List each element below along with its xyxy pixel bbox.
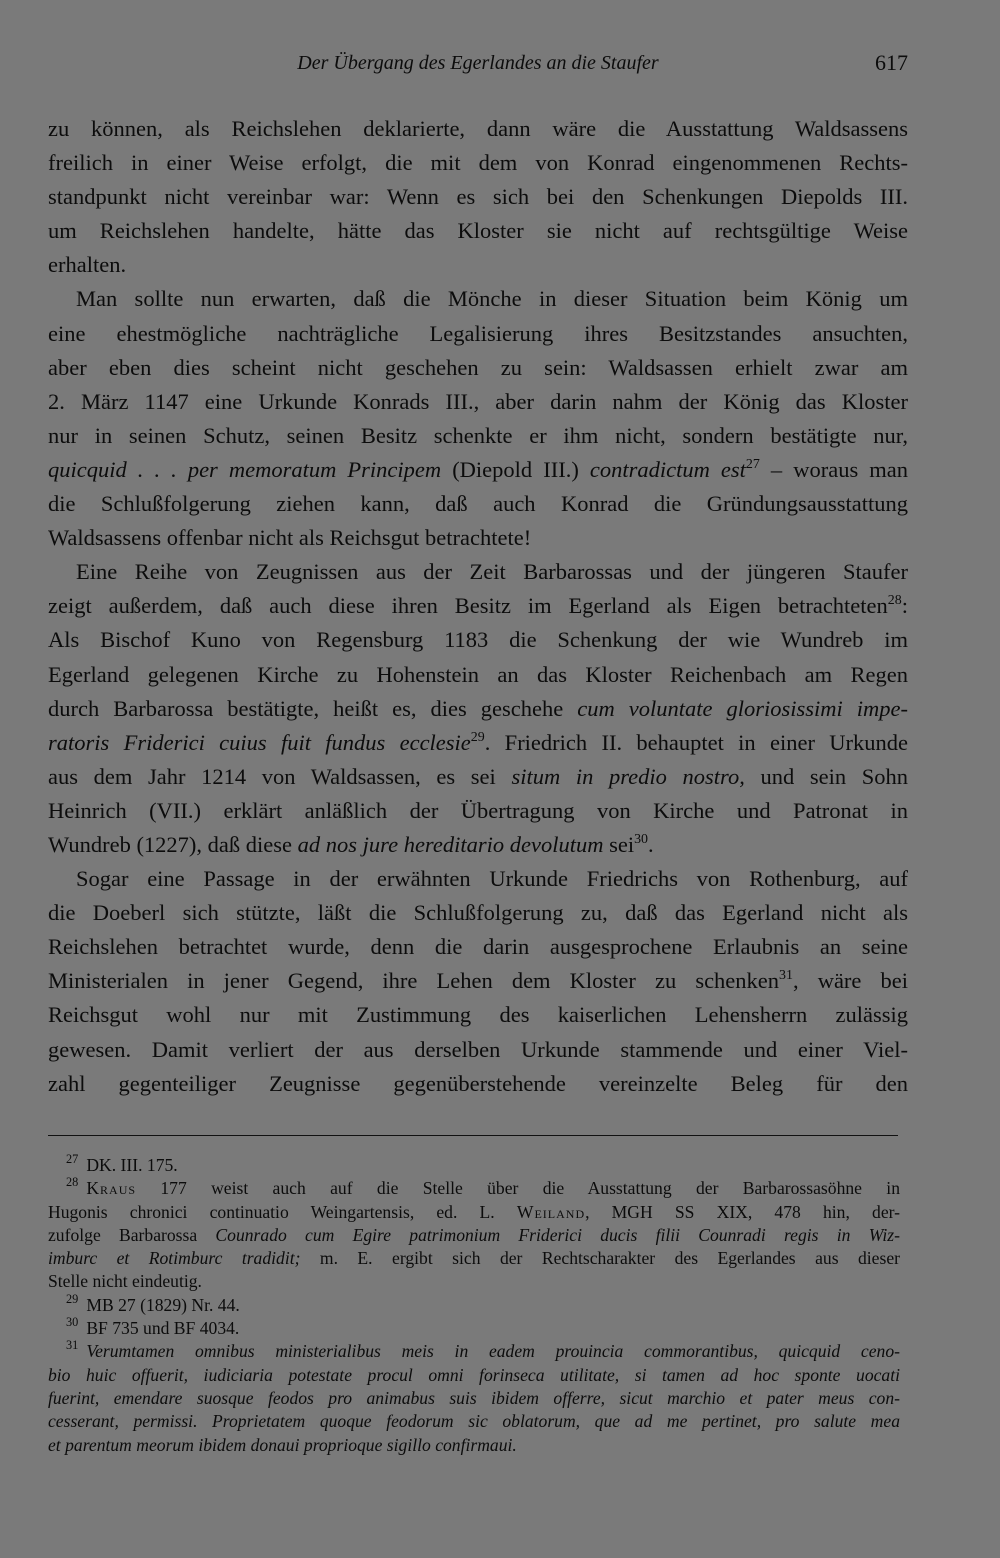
footnote-ref[interactable]: 30 xyxy=(634,831,649,847)
text-line xyxy=(48,964,908,998)
text-span: aus dem Jahr 1214 von Waldsassen, es sei xyxy=(48,763,512,789)
text-line: Waldsassens offenbar nicht als Reichsgut betrachtete! xyxy=(48,525,532,551)
text-span: und sein Sohn xyxy=(744,763,908,789)
footnote-29 xyxy=(48,1294,900,1317)
footnote-27 xyxy=(48,1154,900,1177)
footnote-line: Stelle nicht eindeutig. xyxy=(48,1271,202,1292)
author-name: Weiland xyxy=(516,1201,586,1222)
footnote-line xyxy=(48,1410,900,1433)
footnote-number: 31 xyxy=(66,1340,79,1353)
latin-quote: quicquid . . . per memoratum Principem xyxy=(48,456,442,482)
text-line: eine ehestmögliche nachträgliche Legalisierung ihres Besitzstandes ansuchten, xyxy=(48,320,908,346)
latin-quote: ratoris Friderici cuius fuit fundus ecclesie xyxy=(48,729,471,755)
text-line: zahl gegenteiliger Zeugnisse gegenüberstehende vereinzelte Beleg für den xyxy=(48,1070,908,1096)
text-line: gewesen. Damit verliert der aus derselben Urkunde stammende und einer Viel- xyxy=(48,1036,908,1062)
footnote-text: Hugonis chronici continuatio Weingartensis, ed. L. xyxy=(48,1201,517,1222)
latin-quote: ad nos jure hereditario devolutum xyxy=(297,831,604,857)
text-line: die Doeberl sich stützte, läßt die Schlußfolgerung zu, daß das Egerland nicht als xyxy=(48,900,908,926)
paragraph-start-line: Sogar eine Passage in der erwähnten Urkunde Friedrichs von Rothenburg, auf xyxy=(76,866,908,892)
footnote-number: 29 xyxy=(66,1293,79,1306)
latin-quote: et parentum meorum ibidem donaui proprioque sigillo confirmaui. xyxy=(48,1434,517,1455)
text-line xyxy=(48,828,908,862)
footnote-ref[interactable]: 27 xyxy=(745,456,760,472)
latin-quote: Verumtamen omnibus ministerialibus meis in eadem prouincia commorantibus, quicquid ceno- xyxy=(86,1341,900,1362)
latin-quote: imburc et Rotimburc tradidit; xyxy=(48,1248,301,1269)
running-title: Der Übergang des Egerlandes an die Staufer xyxy=(297,52,659,74)
footnote-text: BF 735 und BF 4034. xyxy=(86,1318,240,1339)
footnote-31 xyxy=(48,1340,900,1363)
footnotes xyxy=(48,1154,900,1457)
footnote-line xyxy=(48,1201,900,1224)
footnote-number: 30 xyxy=(66,1317,79,1330)
latin-quote: situm in predio nostro, xyxy=(511,763,745,789)
text-line: freilich in einer Weise erfolgt, die mit dem von Konrad eingenommenen Rechts- xyxy=(48,150,908,176)
latin-quote: cesserant, permissi. Proprietatem quoque feodorum sic oblatorum, que ad me pertinet, pro salute mea xyxy=(48,1411,900,1432)
footnote-text: DK. III. 175. xyxy=(86,1155,178,1175)
text-line: um Reichslehen handelte, hätte das Kloster sie nicht auf rechtsgültige Weise xyxy=(48,218,908,244)
text-line: Egerland gelegenen Kirche zu Hohenstein an das Kloster Reichenbach am Regen xyxy=(48,661,908,687)
latin-quote: bio huic offuerit, iudiciaria potestate procul omni forinseca utilitate, si tamen ad hoc sponte uocati xyxy=(48,1364,900,1385)
footnote-text: 177 weist auch auf die Stelle über die Ausstattung der Barbarossasöhne in xyxy=(136,1178,900,1199)
text-span: . xyxy=(648,831,654,857)
text-line: 2. März 1147 eine Urkunde Konrads III., aber darin nahm der König das Kloster xyxy=(48,388,908,414)
footnote-ref[interactable]: 29 xyxy=(470,729,485,745)
text-line xyxy=(48,760,908,794)
text-line xyxy=(48,726,908,760)
footnote-line xyxy=(48,1224,900,1247)
text-line: Heinrich (VII.) erklärt anläßlich der Übertragung von Kirche und Patronat in xyxy=(48,797,908,823)
latin-quote: fuerint, emendare suosque feodos pro animabus suis ibidem offerre, sicut marchio et pater meus con- xyxy=(48,1387,900,1408)
footnote-number: 28 xyxy=(66,1177,79,1190)
running-header xyxy=(48,50,908,80)
text-line xyxy=(48,692,908,726)
footnote-text: MB 27 (1829) Nr. 44. xyxy=(86,1294,240,1315)
main-text xyxy=(48,112,908,1101)
text-line: Reichsgut wohl nur mit Zustimmung des kaiserlichen Lehensherrn zulässig xyxy=(48,1002,908,1028)
text-line: erhalten. xyxy=(48,252,127,278)
footnote-ref[interactable]: 28 xyxy=(887,593,902,609)
latin-quote: cum voluntate gloriosissimi impe- xyxy=(577,695,908,721)
footnote-30 xyxy=(48,1317,900,1340)
text-span: , wäre bei xyxy=(792,968,908,994)
paragraph-start-line: Eine Reihe von Zeugnissen aus der Zeit Barbarossas und der jüngeren Staufer xyxy=(76,559,908,585)
text-line: die Schlußfolgerung ziehen kann, daß auch Konrad die Gründungsausstattung xyxy=(48,491,908,517)
footnote-separator xyxy=(48,1135,898,1136)
footnote-text: zufolge Barbarossa xyxy=(48,1224,216,1245)
footnote-text: , MGH SS XIX, 478 hin, der- xyxy=(585,1201,900,1222)
text-line: Als Bischof Kuno von Regensburg 1183 die Schenkung der wie Wundreb im xyxy=(48,627,908,653)
text-span: Wundreb (1227), daß diese xyxy=(48,831,298,857)
footnote-line xyxy=(48,1364,900,1387)
footnote-ref[interactable]: 31 xyxy=(779,968,793,984)
text-span: Ministerialen in jener Gegend, ihre Lehen dem Kloster zu schenken xyxy=(48,968,780,994)
text-line xyxy=(48,453,908,487)
text-line: standpunkt nicht vereinbar war: Wenn es sich bei den Schenkungen Diepolds III. xyxy=(48,184,908,210)
footnote-line xyxy=(48,1247,900,1270)
footnote-number: 27 xyxy=(66,1154,79,1166)
page-number: 617 xyxy=(875,50,908,75)
text-span: zeigt außerdem, daß auch diese ihren Besitz im Egerland als Eigen betrachteten xyxy=(48,593,888,619)
paragraph-start-line: Man sollte nun erwarten, daß die Mönche in dieser Situation beim König um xyxy=(76,286,908,312)
text-line: nur in seinen Schutz, seinen Besitz schenkte er ihm nicht, sondern bestätigte nur, xyxy=(48,422,908,448)
text-line: Reichslehen betrachtet wurde, denn die darin ausgesprochene Erlaubnis an seine xyxy=(48,934,908,960)
text-line xyxy=(48,589,908,623)
latin-quote: Counrado cum Egire patrimonium Friderici ducis filii Counradi regis in Wiz- xyxy=(215,1224,900,1245)
text-line: zu können, als Reichslehen deklarierte, dann wäre die Ausstattung Waldsassens xyxy=(48,116,908,141)
author-name: Kraus xyxy=(86,1178,137,1199)
text-span: – woraus man xyxy=(759,456,908,482)
text-line: aber eben dies scheint nicht geschehen zu sein: Waldsassen erhielt zwar am xyxy=(48,354,908,380)
footnote-line xyxy=(48,1434,900,1457)
text-span: durch Barbarossa bestätigte, heißt es, dies geschehe xyxy=(48,695,578,721)
text-span: (Diepold III.) xyxy=(441,456,590,482)
footnote-text: m. E. ergibt sich der Rechtscharakter des Egerlandes aus dieser xyxy=(300,1248,900,1269)
footnote-line xyxy=(48,1387,900,1410)
latin-quote: contradictum est xyxy=(589,456,746,482)
text-span: sei xyxy=(603,831,635,857)
footnote-28 xyxy=(48,1177,900,1200)
text-span: : xyxy=(901,593,908,619)
text-span: . Friedrich II. behauptet in einer Urkunde xyxy=(484,729,908,755)
